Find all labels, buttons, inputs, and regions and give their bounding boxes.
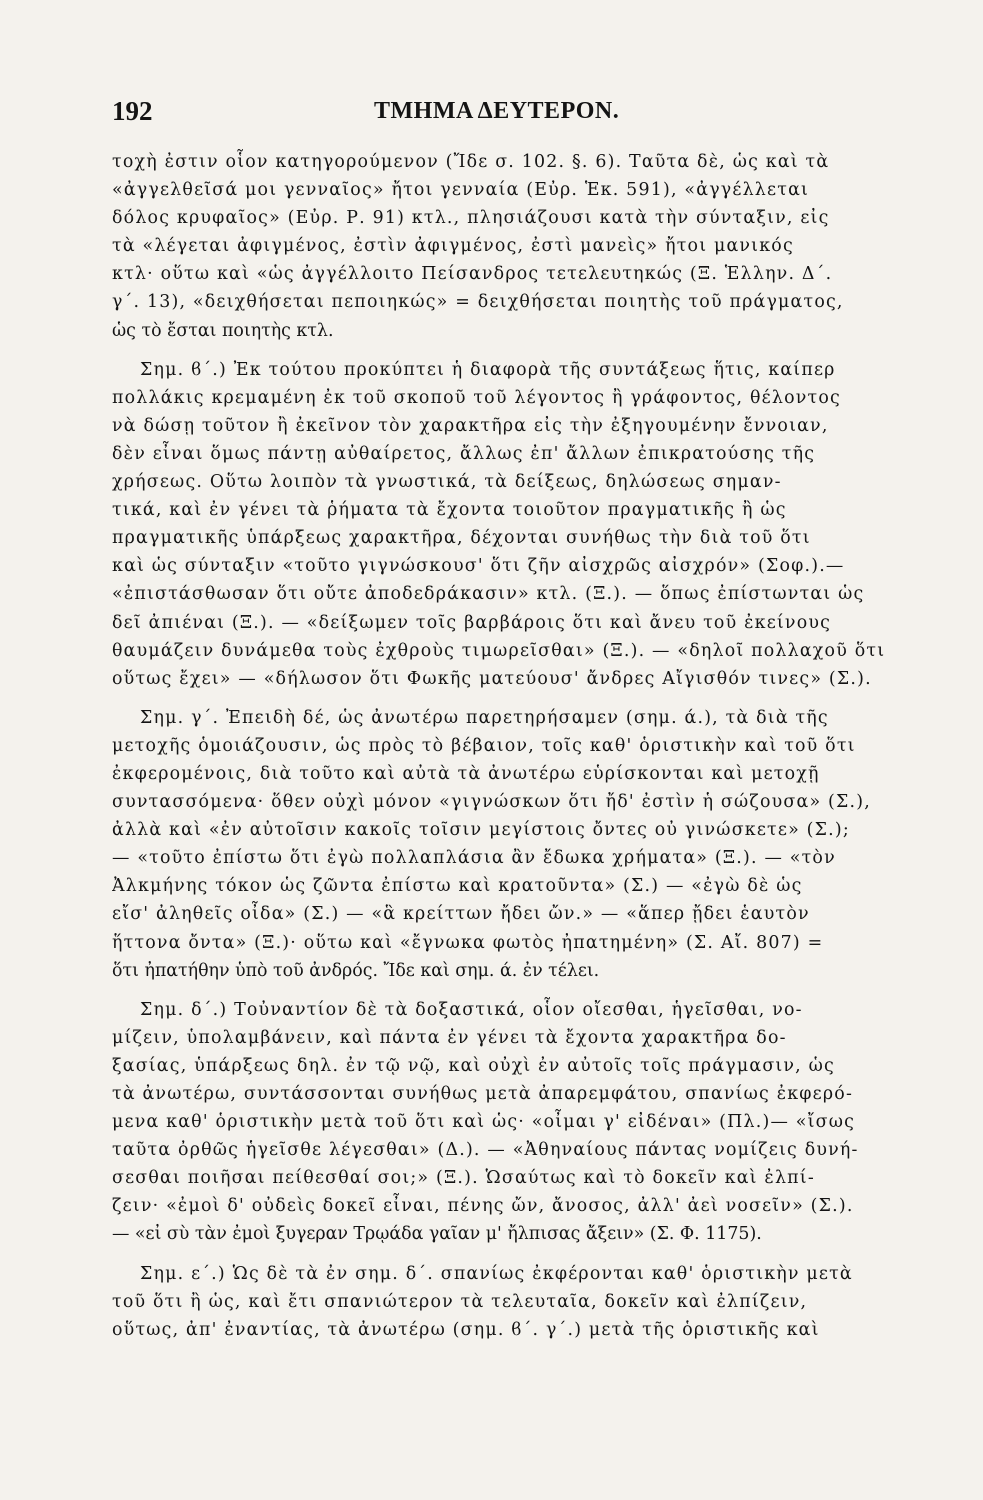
page-header (112, 96, 892, 130)
text-line: θαυμάζειν δυνάμεθα τοὺς ἐχθροὺς τιμωρεῖσθαι» (Ξ.). — «δηλοῖ πολλαχοῦ ὅτι (112, 640, 886, 661)
text-line: δόλος κρυφαῖος» (Εὐρ. Ρ. 91) κτλ., πλησιάζουσι κατὰ τὴν σύνταξιν, εἰς (112, 208, 830, 229)
text-line: γ΄. 13), «δειχθήσεται πεποιηκώς» = δειχθήσεται ποιητὴς τοῦ πράγματος, (112, 292, 844, 313)
text-line: χρήσεως. Οὕτω λοιπὸν τὰ γνωστικά, τὰ δείξεως, δηλώσεως σημαν- (112, 472, 782, 493)
text-line: Ἀλκμήνης τόκον ὡς ζῶντα ἐπίστω καὶ κρατοῦντα» (Σ.) — «ἐγὼ δὲ ὡς (112, 876, 803, 897)
text-line: οὕτως, ἀπ' ἐναντίας, τὰ ἀνωτέρω (σημ. ϐ΄. γ΄.) μετὰ τῆς ὁριστικῆς καὶ (112, 1319, 820, 1340)
text-line: τὰ «λέγεται ἀφιγμένος, ἐστὶν ἀφιγμένος, ἐστὶ μανεὶς» ἤτοι μανικός (112, 236, 794, 257)
text-line: ξασίας, ὑπάρξεως δηλ. ἐν τῷ νῷ, καὶ οὐχὶ ἐν αὐτοῖς τοῖς πράγμασιν, ὡς (112, 1055, 835, 1076)
text-line: συντασσόμενα· ὅθεν οὐχὶ μόνον «γιγνώσκων ὅτι ἤδ' ἐστὶν ἡ σώζουσα» (Σ.), (112, 792, 871, 813)
paragraph (112, 148, 890, 345)
paragraph-gap (112, 693, 890, 704)
text-line: πολλάκις κρεμαμένη ἐκ τοῦ σκοποῦ τοῦ λέγοντος ἢ γράφοντος, θέλοντος (112, 387, 841, 408)
paragraph (112, 1260, 890, 1344)
text-line: — «εἰ σὺ τὰν ἐμοὶ ξυγεραν Τρῳάδα γαῖαν μ' ἤλπισας ἄξειν» (Σ. Φ. 1175). (112, 1224, 762, 1245)
text-line: εἴσ' ἀληθεῖς οἶδα» (Σ.) — «ἃ κρείττων ἤδει ὤν.» — «ἅπερ ᾔδει ἑαυτὸν (112, 904, 810, 925)
text-line: τοῦ ὅτι ἢ ὡς, καὶ ἔτι σπανιώτερον τὰ τελευταῖα, δοκεῖν καὶ ἐλπίζειν, (112, 1291, 808, 1312)
running-head: ΤΜΗΜΑ ΔΕΥΤΕΡΟΝ. (374, 98, 620, 124)
paragraph (112, 704, 890, 985)
text-line: σεσθαι ποιῆσαι πείθεσθαί σοι;» (Ξ.). Ὡσαύτως καὶ τὸ δοκεῖν καὶ ἐλπί- (112, 1168, 815, 1189)
text-line: Σημ. γ΄. Ἐπειδὴ δέ, ὡς ἀνωτέρω παρετηρήσαμεν (σημ. ά.), τὰ διὰ τῆς (140, 707, 829, 728)
text-line: οὕτως ἔχει» — «δήλωσον ὅτι Φωκῆς ματεύουσ' ἄνδρες Αἴγισθόν τινες» (Σ.). (112, 668, 872, 689)
text-line: ταῦτα ὀρθῶς ἡγεῖσθε λέγεσθαι» (Δ.). — «Ἀθηναίους πάντας νομίζεις δυνή- (112, 1140, 859, 1161)
text-line: μίζειν, ὑπολαμβάνειν, καὶ πάντα ἐν γένει τὰ ἔχοντα χαρακτῆρα δο- (112, 1027, 787, 1048)
paragraph-gap (112, 1249, 890, 1260)
paragraph-gap (112, 985, 890, 996)
text-line: τοχὴ ἐστιν οἷον κατηγορούμενον (Ἴδε σ. 102. §. 6). Ταῦτα δὲ, ὡς καὶ τὰ (112, 152, 830, 172)
body-text (112, 148, 890, 1344)
text-line: ὡς τὸ ἔσται ποιητὴς κτλ. (112, 320, 334, 341)
text-line: καὶ ὡς σύνταξιν «τοῦτο γιγνώσκουσ' ὅτι ζῆν αἰσχρῶς αἰσχρόν» (Σοφ.).— (112, 556, 845, 577)
page-number: 192 (112, 96, 153, 126)
text-line: πραγματικῆς ὑπάρξεως χαρακτῆρα, δέχονται συνήθως τὴν διὰ τοῦ ὅτι (112, 528, 811, 549)
text-line: τικά, καὶ ἐν γένει τὰ ῥήματα τὰ ἔχοντα τοιοῦτον πραγματικῆς ἢ ὡς (112, 500, 787, 521)
text-line: δὲν εἶναι ὅμως πάντῃ αὐθαίρετος, ἄλλως ἐπ' ἄλλων ἐπικρατούσης τῆς (112, 443, 816, 464)
text-line: «ἐπιστάσθωσαν ὅτι οὔτε ἀποδεδράκασιν» κτλ. (Ξ.). — ὅπως ἐπίστωνται ὡς (112, 584, 865, 605)
text-line: νὰ δώσῃ τοῦτον ἢ ἐκεῖνον τὸν χαρακτῆρα εἰς τὴν ἐξηγουμένην ἔννοιαν, (112, 415, 829, 436)
paragraph-gap (112, 345, 890, 356)
text-line: μενα καθ' ὁριστικὴν μετὰ τοῦ ὅτι καὶ ὡς· «οἶμαι γ' εἰδέναι» (Πλ.)— «ἴσως (112, 1112, 856, 1133)
text-line: ἀλλὰ καὶ «ἐν αὐτοῖσιν κακοῖς τοῖσιν μεγίστοις ὄντες οὐ γινώσκετε» (Σ.); (112, 820, 850, 841)
text-line: Σημ. δ΄.) Τοὐναντίον δὲ τὰ δοξαστικά, οἷον οἴεσθαι, ἡγεῖσθαι, νο- (140, 999, 803, 1020)
paragraph (112, 996, 890, 1249)
text-line: Σημ. ϐ΄.) Ἐκ τούτου προκύπτει ἡ διαφορὰ τῆς συντάξεως ἥτις, καίπερ (140, 359, 836, 380)
text-line: τὰ ἀνωτέρω, συντάσσονται συνήθως μετὰ ἀπαρεμφάτου, σπανίως ἐκφερό- (112, 1084, 854, 1104)
text-line: κτλ· οὕτω καὶ «ὡς ἀγγέλλοιτο Πείσανδρος τετελευτηκώς (Ξ. Ἑλλην. Δ΄. (112, 264, 833, 285)
paragraph (112, 356, 890, 693)
text-line: «ἀγγελθεῖσά μοι γενναῖος» ἤτοι γενναία (Εὐρ. Ἑκ. 591), «ἀγγέλλεται (112, 180, 810, 201)
text-line: — «τοῦτο ἐπίστω ὅτι ἐγὼ πολλαπλάσια ἂν ἔδωκα χρήματα» (Ξ.). — «τὸν (112, 848, 836, 869)
text-line: ὅτι ἠπατήθην ὑπὸ τοῦ ἀνδρός. Ἴδε καὶ σημ. ά. ἐν τέλει. (112, 960, 600, 981)
text-line: δεῖ ἀπιέναι (Ξ.). — «δείξωμεν τοῖς βαρβάροις ὅτι καὶ ἄνευ τοῦ ἐκείνους (112, 612, 832, 633)
text-line: ἐκφερομένοις, διὰ τοῦτο καὶ αὐτὰ τὰ ἀνωτέρω εὑρίσκονται καὶ μετοχῇ (112, 763, 820, 784)
text-line: ἥττονα ὄντα» (Ξ.)· οὕτω καὶ «ἔγνωκα φωτὸς ἠπατημένη» (Σ. Αἴ. 807) = (112, 932, 824, 953)
text-line: ζειν· «ἐμοὶ δ' οὐδεὶς δοκεῖ εἶναι, πένης ὤν, ἄνοσος, ἀλλ' ἀεὶ νοσεῖν» (Σ.). (112, 1196, 854, 1217)
text-line: μετοχῆς ὁμοιάζουσιν, ὡς πρὸς τὸ βέβαιον, τοῖς καθ' ὁριστικὴν καὶ τοῦ ὅτι (112, 735, 856, 756)
text-line: Σημ. ε΄.) Ὡς δὲ τὰ ἐν σημ. δ΄. σπανίως ἐκφέρονται καθ' ὁριστικὴν μετὰ (140, 1263, 853, 1284)
